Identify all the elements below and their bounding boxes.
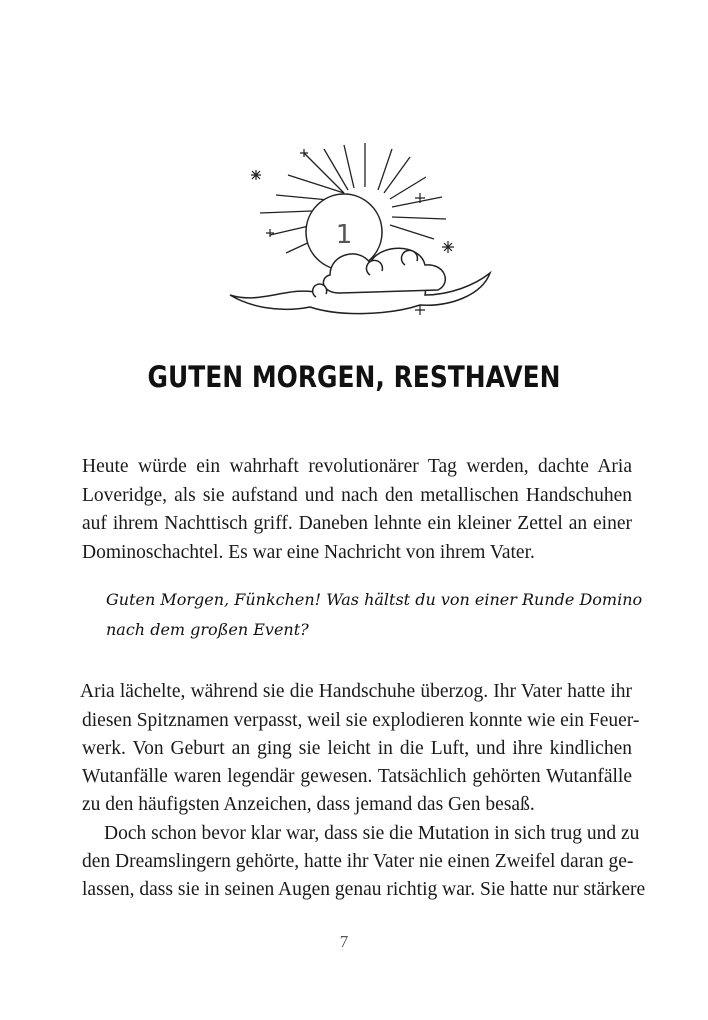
body-line: Loveridge, als sie aufstand und nach den metallischen Handschuhen	[82, 485, 632, 506]
body-line: diesen Spitznamen verpasst, weil sie explodieren konnte wie ein Feuer-	[82, 710, 640, 731]
chapter-emblem-sun-clouds	[220, 135, 500, 325]
note-line: Guten Morgen, Fünkchen! Was hältst du von einer Runde Domino	[106, 590, 643, 609]
body-line: Doch schon bevor klar war, dass sie die Mutation in sich trug und zu	[104, 823, 640, 844]
clouds	[230, 248, 490, 313]
body-line: auf ihrem Nachttisch griff. Daneben lehnte ein kleiner Zettel an einer	[82, 513, 632, 534]
body-line: Aria lächelte, während sie die Handschuhe überzog. Ihr Vater hatte ihr	[80, 681, 632, 702]
body-line: werk. Von Geburt an ging sie leicht in die Luft, und ihre kindlichen	[82, 738, 632, 759]
body-line: Wutanfälle waren legendär gewesen. Tatsächlich gehörten Wutanfälle	[82, 766, 632, 787]
body-line: zu den häufigsten Anzeichen, dass jemand das Gen besaß.	[82, 794, 535, 815]
body-line: Dominoschachtel. Es war eine Nachricht von ihrem Vater.	[82, 542, 535, 563]
chapter-number: 1	[335, 220, 353, 250]
page-number: 7	[339, 932, 349, 951]
body-line: lassen, dass sie in seinen Augen genau richtig war. Sie hatte nur stärkere	[82, 879, 646, 900]
body-line: den Dreamslingern gehörte, hatte ihr Vater nie einen Zweifel daran ge-	[82, 851, 634, 872]
chapter-title: GUTEN MORGEN, RESTHAVEN	[147, 360, 561, 394]
body-line: Heute würde ein wahrhaft revolutionärer Tag werden, dachte Aria	[82, 456, 632, 477]
note-line: nach dem großen Event?	[106, 620, 309, 639]
